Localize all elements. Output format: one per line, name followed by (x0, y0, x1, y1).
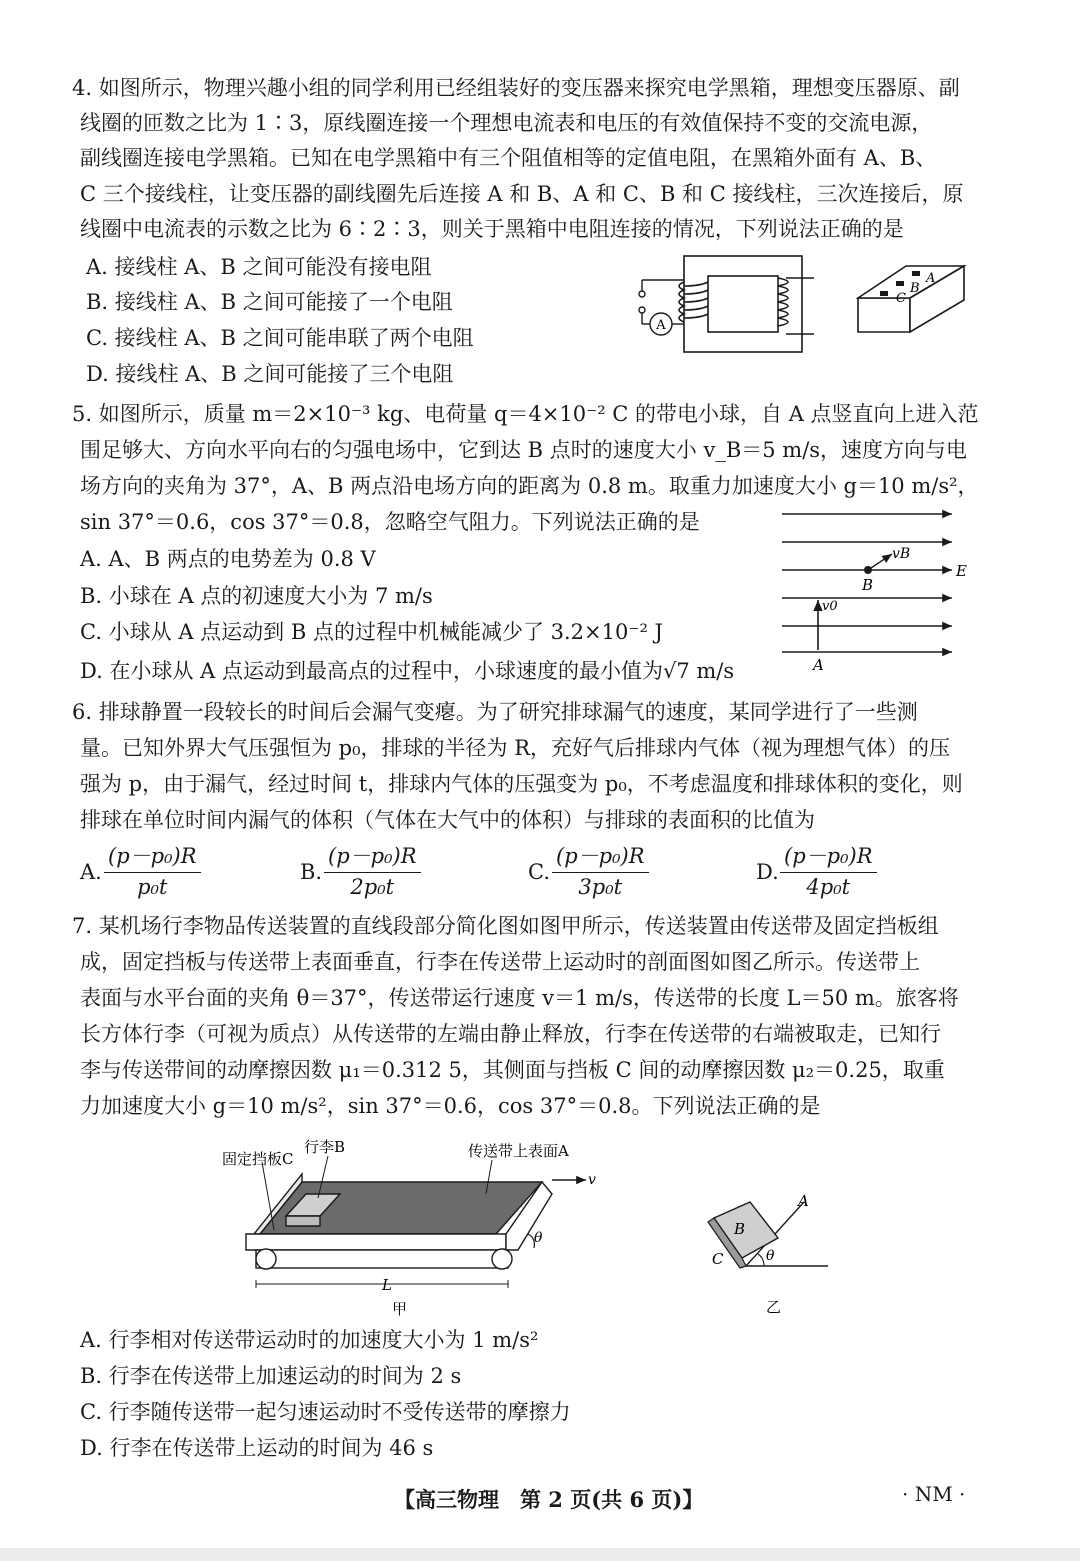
q4-line-5: 线圈中电流表的示数之比为 6∶2∶3，则关于黑箱中电阻连接的情况，下列说法正确的是 (80, 217, 904, 241)
secondary-coil (778, 278, 788, 326)
q7-line-4: 长方体行李（可视为质点）从传送带的左端由静止释放，行李在传送带的右端被取走，已知行 (80, 1022, 941, 1046)
q6-option-c-denominator: 3p₀t (578, 875, 623, 899)
q4-option-d: D. 接线柱 A、B 之间可能接了三个电阻 (86, 362, 454, 386)
v-label-jia: v (588, 1172, 596, 1188)
q6-option-b-denominator: 2p₀t (350, 875, 395, 899)
q5-line-4: sin 37°＝0.6，cos 37°＝0.8，忽略空气阻力。下列说法正确的是 (80, 510, 700, 534)
terminal-b-label: B (910, 281, 920, 296)
source-terminal-top (639, 291, 645, 297)
q6-line-3: 强为 p，由于漏气，经过时间 t，排球内气体的压强变为 p₀，不考虑温度和排球体积的变化，则 (80, 772, 963, 796)
terminal-a-label: A (926, 271, 936, 286)
baffle-c-label-yi: C (712, 1250, 724, 1268)
e-label: E (956, 562, 967, 580)
q6-option-d-label: D. (756, 860, 779, 884)
v0-label: v0 (822, 599, 838, 614)
q7-line-1: 7. 某机场行李物品传送装置的直线段部分简化图如图甲所示，传送装置由传送带及固定挡板组 (72, 914, 939, 938)
cross-section-diagram-yi (700, 1180, 840, 1320)
conveyor-frame (256, 1250, 508, 1268)
q7-line-6: 力加速度大小 g＝10 m/s²，sin 37°＝0.6，cos 37°＝0.8。下列说法正确的是 (80, 1094, 821, 1118)
terminal-b-post (896, 281, 904, 286)
q6-option-c-numerator: (p－p₀)R (552, 840, 649, 873)
source-terminal-bottom (639, 307, 645, 313)
q4-line-1: 4. 如图所示，物理兴趣小组的同学利用已经组装好的变压器来探究电学黑箱，理想变压器原、副 (72, 76, 960, 100)
q7-option-a: A. 行李相对传送带运动时的加速度大小为 1 m/s² (80, 1328, 539, 1352)
q6-option-d-numerator: (p－p₀)R (780, 840, 877, 873)
q5-option-a: A. A、B 两点的电势差为 0.8 V (80, 547, 376, 571)
q6-line-4: 排球在单位时间内漏气的体积（气体在大气中的体积）与排球的表面积的比值为 (80, 808, 815, 832)
belt-side (246, 1234, 506, 1250)
q6-option-b-numerator: (p－p₀)R (324, 840, 421, 873)
left-roller (256, 1249, 276, 1269)
q5-line-2: 围足够大、方向水平向右的匀强电场中，它到达 B 点时的速度大小 v_B＝5 m/s，速度方向与电 (80, 438, 968, 462)
ammeter-label: A (656, 318, 666, 333)
luggage-b-front (286, 1216, 320, 1226)
q4-option-c: C. 接线柱 A、B 之间可能串联了两个电阻 (86, 326, 474, 350)
theta-arc-yi (758, 1254, 764, 1266)
page-footer: 【高三物理 第 2 页(共 6 页)】 (394, 1487, 704, 1512)
q5-option-c: C. 小球从 A 点运动到 B 点的过程中机械能减少了 3.2×10⁻² J (80, 620, 663, 644)
q6-option-d-fraction (780, 840, 877, 899)
velocity-vb-arrow (868, 554, 892, 570)
vb-label: vB (892, 546, 911, 562)
b-label: B (862, 576, 874, 594)
electric-field-diagram (780, 504, 980, 676)
terminal-c-label: C (896, 291, 906, 306)
surface-label: 传送带上表面A (468, 1142, 569, 1160)
black-box-diagram (852, 262, 970, 336)
q7-option-d: D. 行李在传送带上运动的时间为 46 s (80, 1436, 434, 1460)
q4-line-2: 线圈的匝数之比为 1∶3，原线圈连接一个理想电流表和电压的有效值保持不变的交流电源， (80, 111, 933, 135)
q6-option-c-fraction (552, 840, 649, 899)
figure-yi-caption: 乙 (766, 1298, 782, 1316)
a-label: A (813, 656, 824, 674)
q4-option-a: A. 接线柱 A、B 之间可能没有接电阻 (86, 255, 432, 279)
transformer-core-inner (708, 276, 778, 332)
q7-option-c: C. 行李随传送带一起匀速运动时不受传送带的摩擦力 (80, 1400, 571, 1424)
q7-line-5: 李与传送带间的动摩擦因数 μ₁＝0.312 5，其侧面与挡板 C 间的动摩擦因数 μ₂＝0.25，取重 (80, 1058, 945, 1082)
q6-option-a-denominator: p₀t (137, 875, 168, 899)
surface-a-label-yi: A (798, 1192, 809, 1210)
q6-option-a-fraction (104, 840, 201, 899)
q6-option-d-denominator: 4p₀t (806, 875, 851, 899)
theta-label-yi: θ (766, 1248, 775, 1264)
q7-line-3: 表面与水平台面的夹角 θ＝37°，传送带运行速度 v＝1 m/s，传送带的长度 L＝50 m。旅客将 (80, 986, 959, 1010)
scan-bottom-edge (0, 1548, 1080, 1561)
footer-mark: · NM · (902, 1482, 966, 1506)
q4-line-3: 副线圈连接电学黑箱。已知在电学黑箱中有三个阻值相等的定值电阻，在黑箱外面有 A、B、 (80, 146, 937, 170)
q4-option-b: B. 接线柱 A、B 之间可能接了一个电阻 (86, 290, 453, 314)
q6-option-a-label: A. (80, 860, 102, 884)
conveyor-diagram-jia (216, 1134, 616, 1320)
theta-label-jia: θ (534, 1230, 543, 1246)
q5-line-1: 5. 如图所示，质量 m＝2×10⁻³ kg、电荷量 q＝4×10⁻² C 的带电小球，自 A 点竖直向上进入范 (72, 402, 979, 426)
figure-jia-caption: 甲 (392, 1300, 408, 1318)
q6-option-c-label: C. (528, 860, 550, 884)
q6-option-b-label: B. (300, 860, 323, 884)
transformer-diagram (628, 250, 818, 360)
terminal-c-post (880, 291, 888, 296)
q7-line-2: 成，固定挡板与传送带上表面垂直，行李在传送带上运动时的剖面图如图乙所示。传送带上 (80, 950, 920, 974)
q6-line-1: 6. 排球静置一段较长的时间后会漏气变瘪。为了研究排球漏气的速度，某同学进行了一些测 (72, 700, 918, 724)
q4-line-4: C 三个接线柱，让变压器的副线圈先后连接 A 和 B、A 和 C、B 和 C 接线柱，三次连接后，原 (80, 182, 964, 206)
length-label: L (382, 1276, 392, 1294)
q6-option-b-fraction (324, 840, 421, 899)
luggage-label: 行李B (304, 1138, 346, 1156)
q6-line-2: 量。已知外界大气压强恒为 p₀，排球的半径为 R，充好气后排球内气体（视为理想气体）的压 (80, 736, 951, 760)
terminal-a-post (912, 271, 920, 276)
q5-option-b: B. 小球在 A 点的初速度大小为 7 m/s (80, 584, 433, 608)
q5-option-d: D. 在小球从 A 点运动到最高点的过程中，小球速度的最小值为√7 m/s (80, 659, 735, 683)
q5-line-3: 场方向的夹角为 37°，A、B 两点沿电场方向的距离为 0.8 m。取重力加速度大小 g＝10 m/s²， (80, 474, 979, 498)
baffle-label: 固定挡板C (222, 1150, 294, 1168)
luggage-b-label-yi: B (734, 1220, 746, 1238)
q7-option-b: B. 行李在传送带上加速运动的时间为 2 s (80, 1364, 462, 1388)
right-roller (492, 1249, 512, 1269)
q6-option-a-numerator: (p－p₀)R (104, 840, 201, 873)
